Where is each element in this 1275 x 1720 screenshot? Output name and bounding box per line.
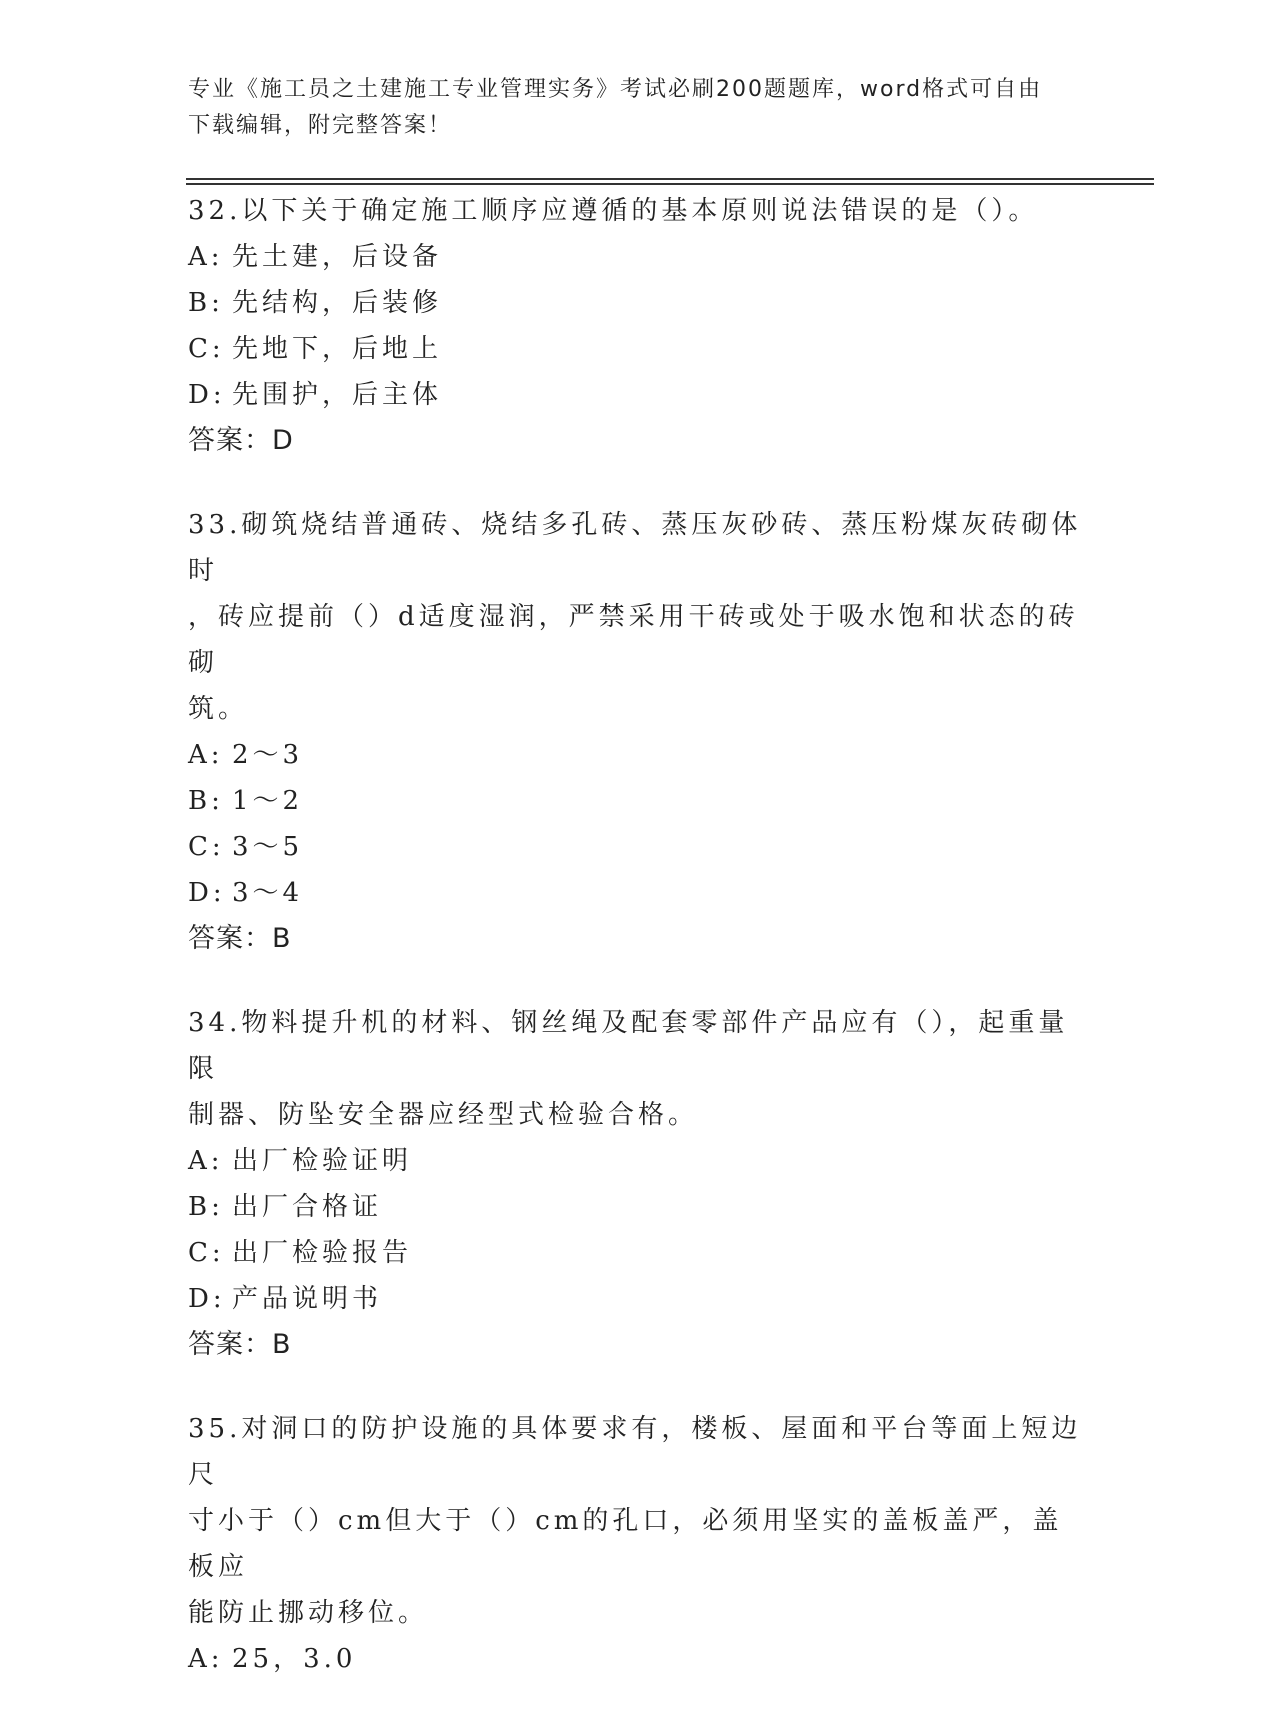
question-list xyxy=(188,188,1088,1720)
option-letter: A: xyxy=(188,242,224,272)
header-divider-bottom xyxy=(186,183,1154,185)
option-text: 3～5 xyxy=(232,832,304,862)
question-33 xyxy=(188,502,1088,962)
document-header xyxy=(188,72,1068,144)
question-line: 能防止挪动移位。 xyxy=(188,1598,429,1628)
answer-line: 答案：B xyxy=(188,923,292,954)
option-text: 先地下，后地上 xyxy=(232,334,443,364)
option-b xyxy=(188,1184,1088,1230)
header-line-1: 专业《施工员之土建施工专业管理实务》考试必刷200题题库，word格式可自由 xyxy=(188,77,1043,102)
option-a xyxy=(188,732,1088,778)
question-line: 筑。 xyxy=(188,694,249,724)
option-letter: D: xyxy=(188,878,226,908)
option-text: 先土建，后设备 xyxy=(232,242,443,272)
question-text xyxy=(188,1406,1088,1498)
answer-line: 答案：B xyxy=(188,1329,292,1360)
option-a xyxy=(188,1138,1088,1184)
option-text: 出厂检验报告 xyxy=(232,1238,413,1268)
option-b xyxy=(188,280,1088,326)
option-text: 先结构，后装修 xyxy=(232,288,443,318)
option-letter: A: xyxy=(188,1644,224,1674)
question-number: 34. xyxy=(188,1008,242,1038)
question-number: 33. xyxy=(188,510,242,540)
option-letter: B: xyxy=(188,786,224,816)
option-text: 25，3.0 xyxy=(232,1644,357,1674)
option-letter: A: xyxy=(188,1146,224,1176)
header-line-2: 下载编辑，附完整答案！ xyxy=(188,113,453,138)
option-a xyxy=(188,234,1088,280)
option-d xyxy=(188,372,1088,418)
question-35 xyxy=(188,1406,1088,1682)
option-c xyxy=(188,824,1088,870)
option-letter: B: xyxy=(188,288,224,318)
question-line: ，砖应提前（）d适度湿润，严禁采用干砖或处于吸水饱和状态的砖砌 xyxy=(188,602,1079,678)
option-text: 产品说明书 xyxy=(232,1284,383,1314)
question-line: 制器、防坠安全器应经型式检验合格。 xyxy=(188,1100,699,1130)
question-line: 对洞口的防护设施的具体要求有，楼板、屋面和平台等面上短边尺 xyxy=(188,1414,1082,1490)
option-letter: B: xyxy=(188,1192,224,1222)
option-text: 出厂检验证明 xyxy=(232,1146,413,1176)
option-d xyxy=(188,870,1088,916)
question-line: 寸小于（）cm但大于（）cm的孔口，必须用坚实的盖板盖严，盖板应 xyxy=(188,1506,1063,1582)
question-number: 32. xyxy=(188,196,242,226)
option-letter: D: xyxy=(188,380,226,410)
option-b xyxy=(188,778,1088,824)
option-text: 2～3 xyxy=(232,740,304,770)
option-letter: C: xyxy=(188,1238,225,1268)
option-text: 先围护，后主体 xyxy=(232,380,443,410)
option-text: 出厂合格证 xyxy=(232,1192,383,1222)
answer-line: 答案：D xyxy=(188,425,294,456)
header-divider-top xyxy=(186,178,1154,180)
option-letter: C: xyxy=(188,832,225,862)
question-text xyxy=(188,1000,1088,1092)
question-line: 以下关于确定施工顺序应遵循的基本原则说法错误的是（）。 xyxy=(241,196,1039,226)
option-letter: D: xyxy=(188,1284,226,1314)
option-text: 3～4 xyxy=(232,878,304,908)
question-34 xyxy=(188,1000,1088,1368)
option-letter: C: xyxy=(188,334,225,364)
question-line: 砌筑烧结普通砖、烧结多孔砖、蒸压灰砂砖、蒸压粉煤灰砖砌体时 xyxy=(188,510,1082,586)
question-text xyxy=(188,188,1088,234)
option-c xyxy=(188,1230,1088,1276)
option-d xyxy=(188,1276,1088,1322)
option-a xyxy=(188,1636,1088,1682)
option-letter: A: xyxy=(188,740,224,770)
option-text: 1～2 xyxy=(232,786,304,816)
question-text xyxy=(188,502,1088,594)
question-number: 35. xyxy=(188,1414,242,1444)
question-line: 物料提升机的材料、钢丝绳及配套零部件产品应有（），起重量限 xyxy=(188,1008,1069,1084)
option-c xyxy=(188,326,1088,372)
question-32 xyxy=(188,188,1088,464)
